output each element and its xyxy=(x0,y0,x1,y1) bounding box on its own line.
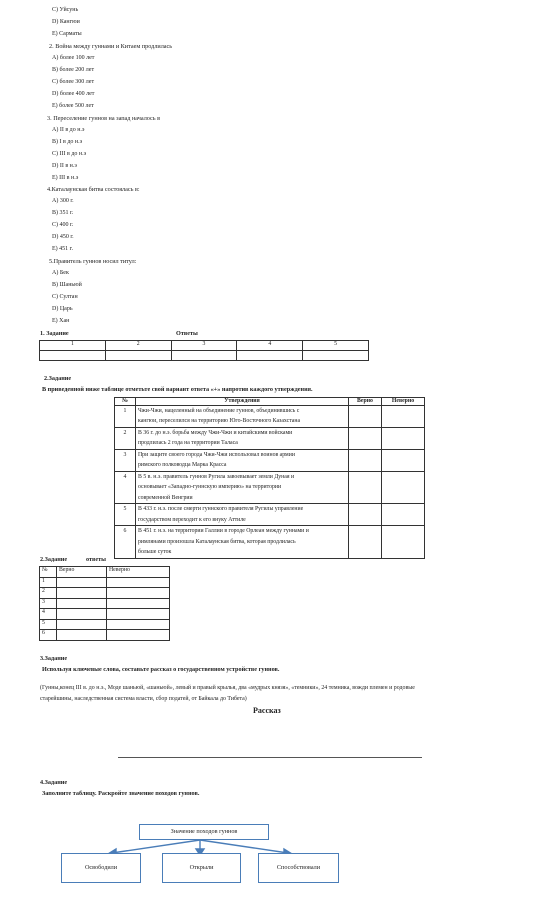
statement-number: 2 xyxy=(115,427,136,449)
q2-option-b: B) более 200 лет xyxy=(52,67,95,73)
task3-keywords-line1: (Гунны,конец III в. до н.э., Моде шаньюй, «шаньюй», левый и правый крылья, два «мудрых князя», «темники», 24 темника, вожди племен и родовые xyxy=(40,685,415,691)
q4-option-b: B) 351 г. xyxy=(52,210,74,216)
task2-header-num: № xyxy=(115,398,136,406)
statement-text: В 433 г. н.э. после смерти гуннского правителя Ругилы управление государством переходит к его внуку Аттиле xyxy=(136,504,349,526)
q2-option-c: C) более 300 лет xyxy=(52,79,95,85)
q5-option-c: C) Султан xyxy=(52,294,78,300)
task2-instruction: В приведенной ниже таблице отметьте свой вариант ответа «+» напротив каждого утверждения. xyxy=(42,386,313,393)
answer-header-num: № xyxy=(40,567,57,578)
task1-col-4: 4 xyxy=(237,341,303,351)
row-number: 2 xyxy=(40,588,57,599)
answer-header-true: Верно xyxy=(57,567,107,578)
box-liberated[interactable]: Освободили xyxy=(61,853,141,883)
box-discovered[interactable]: Открыли xyxy=(162,853,241,883)
q4-option-a: A) 300 г. xyxy=(52,198,74,204)
question-3-title: 3. Переселение гуннов на запад началось в xyxy=(47,115,161,122)
question-4-title: 4.Каталаунская битва состоялась в: xyxy=(47,186,140,193)
row-number: 1 xyxy=(40,577,57,588)
task3-label: 3.Задание xyxy=(40,655,68,662)
task2-header-true: Верно xyxy=(349,398,382,406)
q3-option-d: D) II в н.э xyxy=(52,163,77,169)
q3-option-a: A) II в до н.э xyxy=(52,127,85,133)
statement-number: 6 xyxy=(115,526,136,559)
task2-answers-sublabel: ответы xyxy=(86,556,107,563)
q3-option-b: B) I в до н.э xyxy=(52,139,83,145)
q1-option-e: E) Сарматы xyxy=(52,31,82,37)
statement-number: 3 xyxy=(115,449,136,471)
question-2-title: 2. Война между гуннами и Китаем продлилась xyxy=(49,43,173,50)
row-number: 6 xyxy=(40,630,57,641)
q5-option-b: B) Шаньюй xyxy=(52,282,82,288)
q5-option-a: A) Бек xyxy=(52,270,69,276)
statement-text: В 451 г. н.э. на территории Галлии в городе Орлеан между гуннами и римлянами произошла Каталаунская битва, которая продлилась больше суток xyxy=(136,526,349,559)
q4-option-d: D) 450 г. xyxy=(52,234,74,240)
statement-number: 4 xyxy=(115,471,136,504)
task2-answers-label: 2.Задание xyxy=(40,556,68,563)
task1-answers-label: Ответы xyxy=(176,330,198,337)
task1-col-5: 5 xyxy=(303,341,369,351)
task3-instruction: Используя ключевые слова, составьте рассказ о государственном устройстве гуннов. xyxy=(42,666,280,673)
task1-col-1: 1 xyxy=(40,341,106,351)
task2-header-false: Неверно xyxy=(382,398,425,406)
task2-label: 2.Задание xyxy=(44,375,72,382)
row-number: 5 xyxy=(40,619,57,630)
q2-option-a: A) более 100 лет xyxy=(52,55,95,61)
q5-option-d: D) Царь xyxy=(52,306,73,312)
box-contributed[interactable]: Способствовали xyxy=(258,853,339,883)
q3-option-c: C) III в до н.э xyxy=(52,151,87,157)
question-5-title: 5.Правитель гуннов носил титул: xyxy=(49,258,137,265)
q2-option-d: D) более 400 лет xyxy=(52,91,95,97)
q2-option-e: E) более 500 лет xyxy=(52,103,94,109)
q4-option-c: C) 400 г. xyxy=(52,222,74,228)
row-number: 4 xyxy=(40,609,57,620)
task4-label: 4.Задание xyxy=(40,779,68,786)
statement-number: 1 xyxy=(115,405,136,427)
statement-number: 5 xyxy=(115,504,136,526)
statement-text: В 5 в. н.э. правитель гуннов Ругила завоевывает земли Дуная и основывает «Западно-гуннскую империю» на территории современной Венгрии xyxy=(136,471,349,504)
task1-col-3: 3 xyxy=(171,341,237,351)
q5-option-e: E) Хан xyxy=(52,318,70,324)
q1-option-d: D) Кангюи xyxy=(52,19,80,25)
task4-instruction: Заполните таблицу. Раскройте значение походов гуннов. xyxy=(42,790,200,797)
task2-header-statements: Утверждения xyxy=(136,398,349,406)
task1-col-2: 2 xyxy=(105,341,171,351)
task1-label: 1. Задание xyxy=(40,330,69,337)
answer-header-false: Неверно xyxy=(107,567,170,578)
statement-text: При защите своего города Чжи-Чжи использовал воинов армии римского полководца Марка Красса xyxy=(136,449,349,471)
q4-option-e: E) 451 г. xyxy=(52,246,73,252)
task3-keywords-line2: старейшины, наследственная система власти, сбор податей, от Байкала до Тибета) xyxy=(40,696,247,702)
statement-text: Чжи-Чжи, нацеленный на объединение гуннов, объединившись с кангюи, переселился на территорию Юго-Восточного Казахстана xyxy=(136,405,349,427)
story-title: Рассказ xyxy=(253,706,281,715)
q3-option-e: E) III в н.э xyxy=(52,175,79,181)
row-number: 3 xyxy=(40,598,57,609)
q1-option-c: C) Уйсунь xyxy=(52,7,79,13)
center-box-hun-campaigns: Значение походов гуннов xyxy=(139,824,269,840)
statement-text: В 36 г. до н.э. борьба между Чжи-Чжи и китайскими войсками продлилась 2 года на территории Таласа xyxy=(136,427,349,449)
